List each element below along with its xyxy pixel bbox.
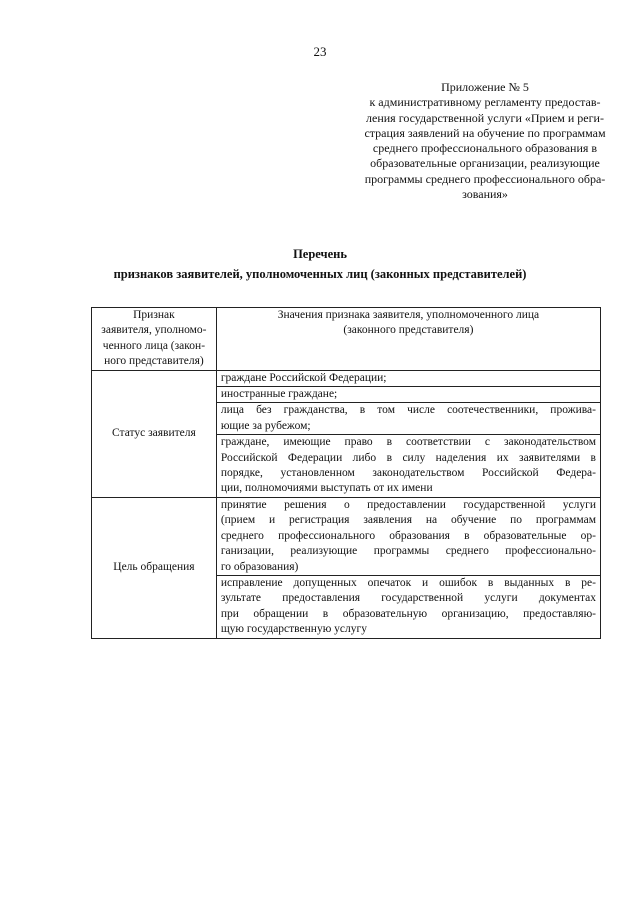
- appendix-line: зования»: [462, 187, 508, 202]
- appendix-line: образовательные организации, реализующие: [370, 156, 600, 171]
- appendix-line: Приложение № 5: [441, 80, 529, 94]
- document-title: Перечень: [293, 247, 347, 261]
- appendix-line: страция заявлений на обучение по программам: [364, 125, 606, 140]
- value-cell: [216, 387, 600, 403]
- value-line: го образования): [220, 560, 299, 573]
- criteria-table: [91, 307, 601, 639]
- value-line: среднего профессионального образования в образовательные ор-: [220, 529, 596, 542]
- value-line: ганизации, реализующие программы среднего профессионально-: [220, 545, 596, 558]
- header-line: Признак: [133, 309, 175, 321]
- appendix-note: [360, 80, 610, 202]
- appendix-line: к административному регламенту предостав-: [369, 95, 601, 110]
- table-header-row: [92, 308, 601, 371]
- table-row: [92, 497, 601, 575]
- value-line: порядке, установленном законодательством Российской Федера-: [220, 467, 596, 480]
- group-label-purpose: Цель обращения: [92, 497, 217, 638]
- document-subtitle: признаков заявителей, уполномоченных лиц (законных представителей): [113, 267, 527, 281]
- header-line: ного представителя): [104, 355, 204, 368]
- appendix-line: среднего профессионального образования в: [372, 141, 598, 156]
- value-line: граждане Российской Федерации;: [220, 371, 387, 384]
- value-line: иностранные граждане;: [220, 388, 338, 401]
- value-line: исправление допущенных опечаток и ошибок в выданных в ре-: [220, 576, 596, 589]
- appendix-line: программы среднего профессионального обра-: [364, 171, 606, 186]
- value-line: зультате предоставления государственной услуги документах: [220, 592, 596, 605]
- header-values: [216, 308, 600, 371]
- value-cell: [216, 403, 600, 435]
- value-cell: [216, 497, 600, 575]
- appendix-line: ления государственной услуги «Прием и реги-: [366, 110, 604, 125]
- value-line: ции, полномочиями выступать от их имени: [220, 482, 433, 495]
- table-row: [92, 370, 601, 386]
- value-line: щую государственную услугу: [220, 623, 367, 636]
- header-line: (законного представителя): [343, 324, 474, 337]
- header-line: заявителя, уполномо-: [101, 324, 207, 337]
- header-line: Значения признака заявителя, уполномоченного лица: [277, 309, 540, 321]
- value-line: принятие решения о предоставлении государственной услуги: [220, 498, 596, 511]
- group-label-status: Статус заявителя: [92, 370, 217, 497]
- value-line: при обращении в образовательную организацию, предоставляю-: [220, 607, 596, 620]
- value-line: ющие за рубежом;: [220, 419, 311, 432]
- value-cell: [216, 435, 600, 498]
- value-line: граждане, имеющие право в соответствии с законодательством: [220, 436, 596, 449]
- value-line: (прием и регистрация заявления на обучение по программам: [220, 514, 596, 527]
- header-line: ченного лица (закон-: [102, 339, 206, 352]
- header-attribute: [92, 308, 217, 371]
- value-line: Российской Федерации либо в силу наделения их заявителями в: [220, 451, 596, 464]
- value-cell: [216, 370, 600, 386]
- value-line: лица без гражданства, в том числе соотечественники, прожива-: [220, 404, 596, 417]
- page-number: 23: [313, 44, 327, 59]
- value-cell: [216, 575, 600, 638]
